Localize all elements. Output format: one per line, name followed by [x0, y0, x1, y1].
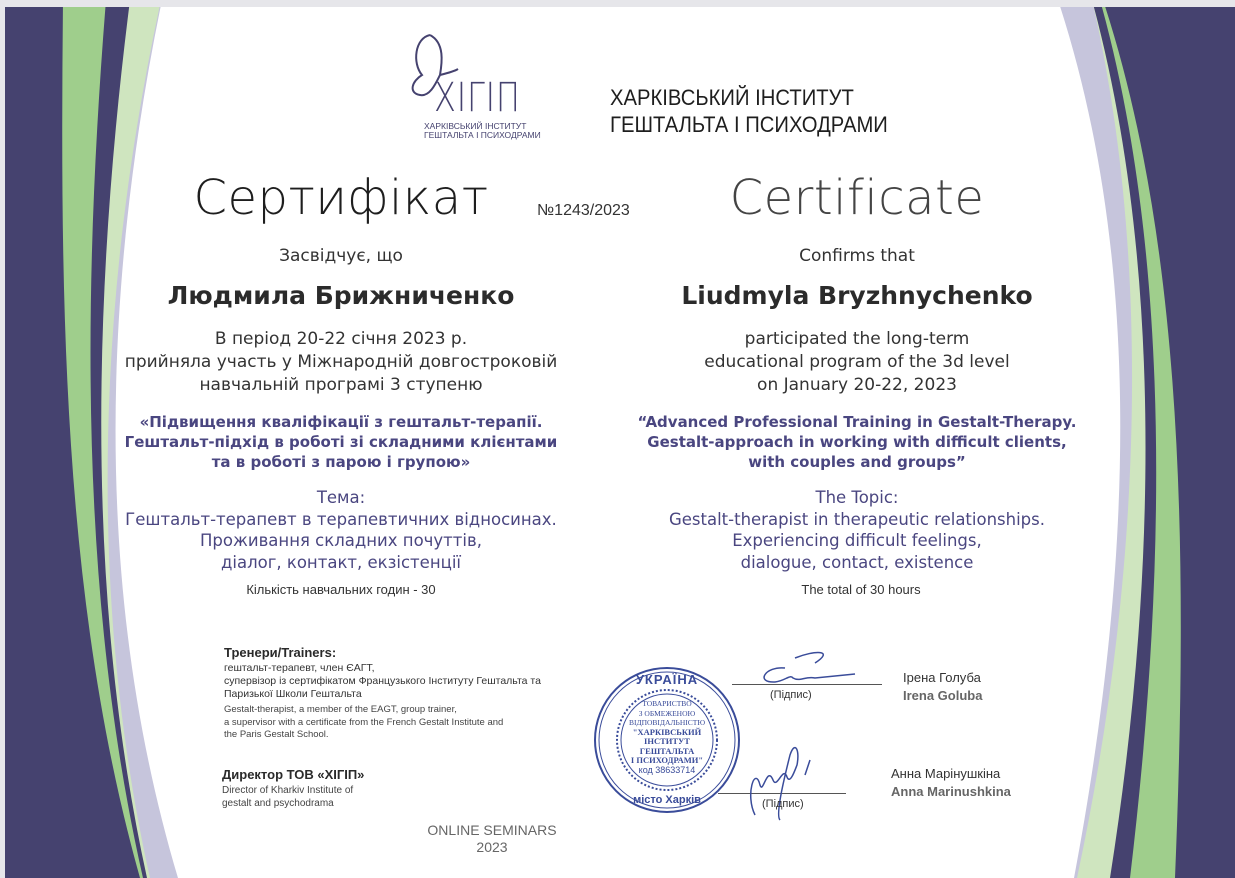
- participation-line: В період 20-22 січня 2023 р.: [214, 329, 468, 349]
- stamp-line: І ПСИХОДРАМИ": [630, 755, 704, 765]
- trainers-line: a supervisor with a certificate from the French Gestalt Institute and: [224, 716, 504, 728]
- participation-line: on January 20-22, 2023: [757, 375, 957, 395]
- signature-caption: (Підпис): [762, 798, 804, 810]
- hours-ua: Кількість навчальних годин - 30: [246, 582, 436, 597]
- topic-line: Проживання складних почуттів,: [200, 531, 482, 550]
- stamp-bottom-text: місто Харків: [633, 794, 701, 806]
- stamp-line: ГЕШТАЛЬТА: [639, 745, 695, 756]
- participation-ua: [91, 328, 591, 397]
- trainers-line: the Paris Gestalt School.: [224, 729, 329, 740]
- program-line: «Підвищення кваліфікації з гештальт-терапії.: [139, 413, 543, 431]
- hours-en: The total of 30 hours: [801, 582, 921, 597]
- signer-2-name: [891, 765, 1011, 801]
- participation-line: прийняла участь у Міжнародній довгостроковій: [124, 352, 558, 372]
- recipient-name-ua: Людмила Брижниченко: [167, 281, 515, 310]
- stamp-line: ВІДПОВІДАЛЬНІСТЮ: [628, 718, 706, 727]
- logo-subtitle: [424, 122, 541, 140]
- program-line: Gestalt-approach in working with difficult clients,: [647, 433, 1067, 451]
- trainers-line: гештальт-терапевт, член ЄАГТ,: [224, 662, 375, 674]
- signer-name-en: Anna Marinushkina: [891, 784, 1011, 799]
- topic-en: [607, 487, 1107, 573]
- participation-line: educational program of the 3d level: [704, 352, 1010, 372]
- stamp-line: "ХАРКІВСЬКИЙ: [632, 726, 702, 737]
- program-line: та в роботі з парою і групою»: [211, 453, 471, 471]
- official-stamp: [592, 665, 742, 815]
- program-line: with couples and groups”: [748, 453, 966, 471]
- program-line: Гештальт-підхід в роботі зі складними клієнтами: [124, 433, 558, 451]
- signer-name-ua: Ірена Голуба: [903, 670, 981, 685]
- topic-line: Гештальт-терапевт в терапевтичних відносинах.: [125, 509, 557, 529]
- confirms-ua: Засвідчує, що: [279, 246, 403, 266]
- footer-line: 2023: [476, 839, 508, 855]
- signer-name-en: Irena Goluba: [903, 688, 983, 703]
- participation-line: навчальній програмі 3 ступеню: [199, 375, 483, 395]
- stamp-line: З ОБМЕЖЕНОЮ: [638, 708, 696, 718]
- topic-ua: [91, 487, 591, 573]
- institute-name-line: ХАРКІВСЬКИЙ ІНСТИТУТ: [610, 85, 854, 110]
- director-block: [222, 767, 364, 810]
- participation-line: participated the long-term: [744, 329, 970, 349]
- topic-line: dialogue, contact, existence: [740, 552, 974, 572]
- trainers-block: [224, 645, 541, 742]
- trainers-line: Паризької Школи Гештальта: [224, 688, 362, 700]
- trainers-line: Gestalt-therapist, a member of the EAGT, group trainer,: [224, 704, 457, 715]
- topic-line: Experiencing difficult feelings,: [732, 531, 982, 550]
- topic-line: діалог, контакт, екзістенції: [220, 552, 462, 572]
- certificate-number: №1243/2023: [537, 202, 630, 219]
- director-heading: Директор ТОВ «ХІГІП»: [222, 767, 365, 782]
- signature-1: [745, 648, 865, 688]
- logo-subtitle-line: ГЕШТАЛЬТА І ПСИХОДРАМИ: [424, 130, 541, 140]
- director-line: gestalt and psychodrama: [222, 797, 334, 809]
- recipient-name-en: Liudmyla Bryzhnychenko: [681, 281, 1033, 310]
- logo-subtitle-line: ХАРКІВСЬКИЙ ІНСТИТУТ: [424, 121, 527, 131]
- topic-line: The Topic:: [815, 488, 899, 507]
- institute-name: [610, 84, 888, 138]
- title-ua: Сертифікат: [193, 170, 489, 226]
- footer-line: ONLINE SEMINARS: [427, 822, 557, 838]
- program-title-ua: [91, 412, 591, 472]
- program-title-en: [607, 412, 1107, 472]
- signature-caption: (Підпис): [770, 689, 812, 701]
- director-line: Director of Kharkiv Institute of: [222, 785, 354, 796]
- signer-name-ua: Анна Марінушкіна: [891, 766, 1001, 781]
- institute-name-line: ГЕШТАЛЬТА І ПСИХОДРАМИ: [610, 112, 888, 137]
- logo-wordmark: ХІГІП: [434, 75, 521, 121]
- stamp-line: ІНСТИТУТ: [644, 736, 690, 746]
- stamp-line: ТОВАРИСТВО: [642, 699, 692, 708]
- stamp-center-text: [617, 699, 717, 775]
- trainers-line: супервізор із сертифікатом Французького Інституту Гештальта та: [224, 675, 541, 687]
- confirms-en: Confirms that: [799, 246, 915, 266]
- title-en: Certificate: [729, 170, 985, 226]
- participation-en: [607, 328, 1107, 397]
- signer-1-name: [903, 669, 982, 705]
- topic-line: Gestalt-therapist in therapeutic relationships.: [668, 509, 1045, 529]
- stamp-top-text: УКРАЇНА: [635, 672, 699, 687]
- footer-seminars: [392, 822, 592, 856]
- stamp-line: код 38633714: [638, 764, 696, 775]
- trainers-heading: Тренери/Trainers:: [224, 645, 337, 660]
- program-line: “Advanced Professional Training in Gestalt-Therapy.: [637, 413, 1077, 431]
- topic-line: Тема:: [316, 488, 366, 507]
